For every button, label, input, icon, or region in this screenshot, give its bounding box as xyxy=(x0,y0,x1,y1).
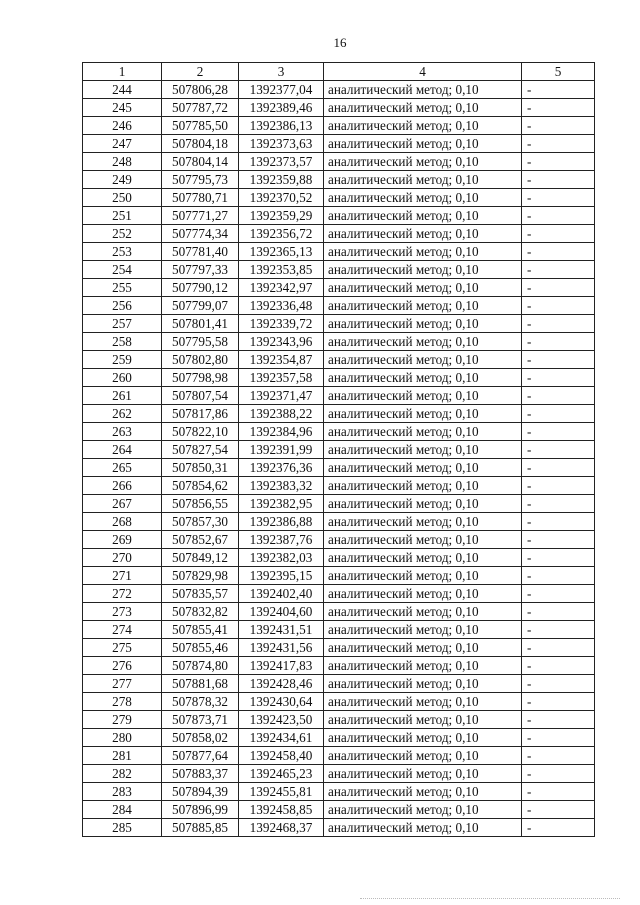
table-row xyxy=(83,81,595,99)
table-row xyxy=(83,639,595,657)
cell-point-number: 276 xyxy=(83,657,162,675)
cell-point-number: 262 xyxy=(83,405,162,423)
table-row xyxy=(83,549,595,567)
cell-note: - xyxy=(522,495,595,513)
cell-x-coordinate: 507856,55 xyxy=(162,495,239,513)
cell-x-coordinate: 507771,27 xyxy=(162,207,239,225)
cell-note: - xyxy=(522,225,595,243)
cell-note: - xyxy=(522,441,595,459)
cell-y-coordinate: 1392423,50 xyxy=(239,711,324,729)
table-row xyxy=(83,369,595,387)
cell-point-number: 254 xyxy=(83,261,162,279)
cell-method-accuracy: аналитический метод; 0,10 xyxy=(324,693,522,711)
scan-artifact xyxy=(360,898,620,901)
cell-point-number: 264 xyxy=(83,441,162,459)
cell-point-number: 266 xyxy=(83,477,162,495)
cell-y-coordinate: 1392354,87 xyxy=(239,351,324,369)
cell-x-coordinate: 507849,12 xyxy=(162,549,239,567)
cell-note: - xyxy=(522,621,595,639)
cell-y-coordinate: 1392386,13 xyxy=(239,117,324,135)
cell-y-coordinate: 1392382,03 xyxy=(239,549,324,567)
cell-point-number: 253 xyxy=(83,243,162,261)
cell-method-accuracy: аналитический метод; 0,10 xyxy=(324,369,522,387)
cell-y-coordinate: 1392357,58 xyxy=(239,369,324,387)
cell-x-coordinate: 507832,82 xyxy=(162,603,239,621)
cell-method-accuracy: аналитический метод; 0,10 xyxy=(324,549,522,567)
cell-y-coordinate: 1392428,46 xyxy=(239,675,324,693)
table-row xyxy=(83,297,595,315)
table-row xyxy=(83,441,595,459)
cell-point-number: 263 xyxy=(83,423,162,441)
table-row xyxy=(83,243,595,261)
table-row xyxy=(83,117,595,135)
table-header xyxy=(83,63,595,81)
cell-y-coordinate: 1392376,36 xyxy=(239,459,324,477)
cell-x-coordinate: 507873,71 xyxy=(162,711,239,729)
cell-point-number: 259 xyxy=(83,351,162,369)
cell-note: - xyxy=(522,423,595,441)
table-row xyxy=(83,495,595,513)
table-row xyxy=(83,261,595,279)
cell-note: - xyxy=(522,99,595,117)
cell-point-number: 251 xyxy=(83,207,162,225)
cell-note: - xyxy=(522,819,595,837)
cell-point-number: 252 xyxy=(83,225,162,243)
cell-method-accuracy: аналитический метод; 0,10 xyxy=(324,783,522,801)
cell-x-coordinate: 507829,98 xyxy=(162,567,239,585)
cell-y-coordinate: 1392365,13 xyxy=(239,243,324,261)
column-header-2: 2 xyxy=(162,63,239,81)
cell-point-number: 256 xyxy=(83,297,162,315)
cell-note: - xyxy=(522,387,595,405)
cell-note: - xyxy=(522,747,595,765)
cell-method-accuracy: аналитический метод; 0,10 xyxy=(324,225,522,243)
cell-method-accuracy: аналитический метод; 0,10 xyxy=(324,297,522,315)
cell-y-coordinate: 1392465,23 xyxy=(239,765,324,783)
cell-note: - xyxy=(522,117,595,135)
cell-method-accuracy: аналитический метод; 0,10 xyxy=(324,261,522,279)
cell-point-number: 280 xyxy=(83,729,162,747)
cell-point-number: 255 xyxy=(83,279,162,297)
cell-method-accuracy: аналитический метод; 0,10 xyxy=(324,621,522,639)
cell-x-coordinate: 507883,37 xyxy=(162,765,239,783)
cell-x-coordinate: 507855,41 xyxy=(162,621,239,639)
cell-note: - xyxy=(522,531,595,549)
cell-x-coordinate: 507801,41 xyxy=(162,315,239,333)
cell-point-number: 267 xyxy=(83,495,162,513)
cell-point-number: 268 xyxy=(83,513,162,531)
cell-method-accuracy: аналитический метод; 0,10 xyxy=(324,441,522,459)
cell-method-accuracy: аналитический метод; 0,10 xyxy=(324,405,522,423)
coordinates-table xyxy=(82,62,595,837)
cell-x-coordinate: 507806,28 xyxy=(162,81,239,99)
cell-y-coordinate: 1392343,96 xyxy=(239,333,324,351)
cell-note: - xyxy=(522,207,595,225)
cell-method-accuracy: аналитический метод; 0,10 xyxy=(324,477,522,495)
table-row xyxy=(83,351,595,369)
cell-x-coordinate: 507790,12 xyxy=(162,279,239,297)
cell-point-number: 272 xyxy=(83,585,162,603)
table-row xyxy=(83,333,595,351)
cell-x-coordinate: 507835,57 xyxy=(162,585,239,603)
cell-method-accuracy: аналитический метод; 0,10 xyxy=(324,675,522,693)
cell-y-coordinate: 1392383,32 xyxy=(239,477,324,495)
cell-point-number: 250 xyxy=(83,189,162,207)
cell-point-number: 247 xyxy=(83,135,162,153)
cell-method-accuracy: аналитический метод; 0,10 xyxy=(324,531,522,549)
table-row xyxy=(83,765,595,783)
cell-note: - xyxy=(522,765,595,783)
cell-point-number: 284 xyxy=(83,801,162,819)
cell-x-coordinate: 507798,98 xyxy=(162,369,239,387)
cell-y-coordinate: 1392388,22 xyxy=(239,405,324,423)
cell-y-coordinate: 1392391,99 xyxy=(239,441,324,459)
cell-y-coordinate: 1392404,60 xyxy=(239,603,324,621)
cell-note: - xyxy=(522,729,595,747)
cell-method-accuracy: аналитический метод; 0,10 xyxy=(324,315,522,333)
cell-method-accuracy: аналитический метод; 0,10 xyxy=(324,459,522,477)
cell-x-coordinate: 507878,32 xyxy=(162,693,239,711)
cell-x-coordinate: 507874,80 xyxy=(162,657,239,675)
cell-point-number: 260 xyxy=(83,369,162,387)
cell-method-accuracy: аналитический метод; 0,10 xyxy=(324,585,522,603)
table-row xyxy=(83,567,595,585)
cell-method-accuracy: аналитический метод; 0,10 xyxy=(324,747,522,765)
cell-y-coordinate: 1392377,04 xyxy=(239,81,324,99)
cell-note: - xyxy=(522,297,595,315)
cell-note: - xyxy=(522,171,595,189)
cell-point-number: 283 xyxy=(83,783,162,801)
table-row xyxy=(83,207,595,225)
cell-x-coordinate: 507807,54 xyxy=(162,387,239,405)
cell-point-number: 246 xyxy=(83,117,162,135)
table-row xyxy=(83,675,595,693)
cell-note: - xyxy=(522,657,595,675)
cell-point-number: 258 xyxy=(83,333,162,351)
cell-y-coordinate: 1392359,88 xyxy=(239,171,324,189)
cell-note: - xyxy=(522,333,595,351)
table-row xyxy=(83,225,595,243)
table-row xyxy=(83,513,595,531)
cell-method-accuracy: аналитический метод; 0,10 xyxy=(324,819,522,837)
cell-y-coordinate: 1392458,85 xyxy=(239,801,324,819)
cell-x-coordinate: 507795,73 xyxy=(162,171,239,189)
cell-y-coordinate: 1392373,63 xyxy=(239,135,324,153)
cell-point-number: 257 xyxy=(83,315,162,333)
header-row xyxy=(83,63,595,81)
cell-x-coordinate: 507781,40 xyxy=(162,243,239,261)
cell-method-accuracy: аналитический метод; 0,10 xyxy=(324,81,522,99)
cell-point-number: 248 xyxy=(83,153,162,171)
table-row xyxy=(83,693,595,711)
column-header-4: 4 xyxy=(324,63,522,81)
cell-point-number: 271 xyxy=(83,567,162,585)
cell-note: - xyxy=(522,135,595,153)
cell-point-number: 277 xyxy=(83,675,162,693)
cell-x-coordinate: 507877,64 xyxy=(162,747,239,765)
cell-note: - xyxy=(522,675,595,693)
cell-method-accuracy: аналитический метод; 0,10 xyxy=(324,279,522,297)
cell-method-accuracy: аналитический метод; 0,10 xyxy=(324,207,522,225)
cell-point-number: 285 xyxy=(83,819,162,837)
cell-x-coordinate: 507799,07 xyxy=(162,297,239,315)
cell-method-accuracy: аналитический метод; 0,10 xyxy=(324,513,522,531)
cell-x-coordinate: 507894,39 xyxy=(162,783,239,801)
cell-point-number: 273 xyxy=(83,603,162,621)
table-row xyxy=(83,603,595,621)
cell-x-coordinate: 507797,33 xyxy=(162,261,239,279)
cell-y-coordinate: 1392455,81 xyxy=(239,783,324,801)
table-row xyxy=(83,477,595,495)
column-header-5: 5 xyxy=(522,63,595,81)
cell-y-coordinate: 1392342,97 xyxy=(239,279,324,297)
cell-x-coordinate: 507802,80 xyxy=(162,351,239,369)
cell-method-accuracy: аналитический метод; 0,10 xyxy=(324,567,522,585)
cell-note: - xyxy=(522,459,595,477)
cell-y-coordinate: 1392387,76 xyxy=(239,531,324,549)
table-row xyxy=(83,657,595,675)
table-row xyxy=(83,279,595,297)
cell-point-number: 265 xyxy=(83,459,162,477)
cell-method-accuracy: аналитический метод; 0,10 xyxy=(324,765,522,783)
cell-x-coordinate: 507822,10 xyxy=(162,423,239,441)
cell-method-accuracy: аналитический метод; 0,10 xyxy=(324,711,522,729)
table-row xyxy=(83,621,595,639)
cell-y-coordinate: 1392431,56 xyxy=(239,639,324,657)
cell-point-number: 245 xyxy=(83,99,162,117)
cell-method-accuracy: аналитический метод; 0,10 xyxy=(324,657,522,675)
cell-y-coordinate: 1392386,88 xyxy=(239,513,324,531)
cell-note: - xyxy=(522,567,595,585)
cell-x-coordinate: 507854,62 xyxy=(162,477,239,495)
cell-x-coordinate: 507896,99 xyxy=(162,801,239,819)
cell-note: - xyxy=(522,801,595,819)
cell-method-accuracy: аналитический метод; 0,10 xyxy=(324,423,522,441)
table-row xyxy=(83,711,595,729)
cell-note: - xyxy=(522,261,595,279)
cell-method-accuracy: аналитический метод; 0,10 xyxy=(324,603,522,621)
cell-point-number: 279 xyxy=(83,711,162,729)
cell-y-coordinate: 1392339,72 xyxy=(239,315,324,333)
table-row xyxy=(83,405,595,423)
cell-method-accuracy: аналитический метод; 0,10 xyxy=(324,135,522,153)
cell-point-number: 274 xyxy=(83,621,162,639)
cell-note: - xyxy=(522,693,595,711)
cell-point-number: 278 xyxy=(83,693,162,711)
cell-note: - xyxy=(522,243,595,261)
cell-y-coordinate: 1392356,72 xyxy=(239,225,324,243)
cell-note: - xyxy=(522,603,595,621)
cell-y-coordinate: 1392371,47 xyxy=(239,387,324,405)
cell-point-number: 261 xyxy=(83,387,162,405)
table-row xyxy=(83,423,595,441)
cell-note: - xyxy=(522,549,595,567)
cell-note: - xyxy=(522,81,595,99)
table-row xyxy=(83,171,595,189)
table-row xyxy=(83,387,595,405)
table-row xyxy=(83,747,595,765)
cell-y-coordinate: 1392395,15 xyxy=(239,567,324,585)
cell-y-coordinate: 1392336,48 xyxy=(239,297,324,315)
table-row xyxy=(83,819,595,837)
cell-y-coordinate: 1392373,57 xyxy=(239,153,324,171)
cell-method-accuracy: аналитический метод; 0,10 xyxy=(324,801,522,819)
cell-y-coordinate: 1392370,52 xyxy=(239,189,324,207)
cell-method-accuracy: аналитический метод; 0,10 xyxy=(324,117,522,135)
cell-y-coordinate: 1392382,95 xyxy=(239,495,324,513)
table-row xyxy=(83,99,595,117)
cell-x-coordinate: 507885,85 xyxy=(162,819,239,837)
cell-x-coordinate: 507855,46 xyxy=(162,639,239,657)
table-body xyxy=(83,81,595,837)
cell-note: - xyxy=(522,279,595,297)
cell-point-number: 282 xyxy=(83,765,162,783)
cell-y-coordinate: 1392353,85 xyxy=(239,261,324,279)
table-row xyxy=(83,189,595,207)
cell-x-coordinate: 507858,02 xyxy=(162,729,239,747)
cell-point-number: 269 xyxy=(83,531,162,549)
cell-y-coordinate: 1392384,96 xyxy=(239,423,324,441)
cell-note: - xyxy=(522,585,595,603)
cell-note: - xyxy=(522,783,595,801)
cell-y-coordinate: 1392417,83 xyxy=(239,657,324,675)
cell-x-coordinate: 507787,72 xyxy=(162,99,239,117)
cell-note: - xyxy=(522,711,595,729)
cell-method-accuracy: аналитический метод; 0,10 xyxy=(324,333,522,351)
cell-method-accuracy: аналитический метод; 0,10 xyxy=(324,99,522,117)
cell-point-number: 281 xyxy=(83,747,162,765)
cell-y-coordinate: 1392359,29 xyxy=(239,207,324,225)
cell-method-accuracy: аналитический метод; 0,10 xyxy=(324,639,522,657)
table-row xyxy=(83,801,595,819)
table-row xyxy=(83,135,595,153)
cell-y-coordinate: 1392468,37 xyxy=(239,819,324,837)
cell-y-coordinate: 1392430,64 xyxy=(239,693,324,711)
page-number: 16 xyxy=(333,35,347,50)
cell-point-number: 275 xyxy=(83,639,162,657)
cell-y-coordinate: 1392402,40 xyxy=(239,585,324,603)
cell-x-coordinate: 507827,54 xyxy=(162,441,239,459)
table-row xyxy=(83,315,595,333)
table-row xyxy=(83,153,595,171)
cell-method-accuracy: аналитический метод; 0,10 xyxy=(324,153,522,171)
cell-y-coordinate: 1392389,46 xyxy=(239,99,324,117)
cell-x-coordinate: 507817,86 xyxy=(162,405,239,423)
table-row xyxy=(83,783,595,801)
cell-point-number: 249 xyxy=(83,171,162,189)
cell-note: - xyxy=(522,513,595,531)
column-header-1: 1 xyxy=(83,63,162,81)
cell-x-coordinate: 507852,67 xyxy=(162,531,239,549)
cell-x-coordinate: 507857,30 xyxy=(162,513,239,531)
table-row xyxy=(83,729,595,747)
cell-note: - xyxy=(522,351,595,369)
cell-note: - xyxy=(522,639,595,657)
cell-x-coordinate: 507881,68 xyxy=(162,675,239,693)
cell-y-coordinate: 1392434,61 xyxy=(239,729,324,747)
cell-x-coordinate: 507774,34 xyxy=(162,225,239,243)
cell-method-accuracy: аналитический метод; 0,10 xyxy=(324,243,522,261)
cell-x-coordinate: 507850,31 xyxy=(162,459,239,477)
cell-x-coordinate: 507804,18 xyxy=(162,135,239,153)
cell-note: - xyxy=(522,405,595,423)
cell-note: - xyxy=(522,315,595,333)
cell-method-accuracy: аналитический метод; 0,10 xyxy=(324,171,522,189)
cell-point-number: 270 xyxy=(83,549,162,567)
column-header-3: 3 xyxy=(239,63,324,81)
cell-x-coordinate: 507780,71 xyxy=(162,189,239,207)
cell-y-coordinate: 1392458,40 xyxy=(239,747,324,765)
cell-note: - xyxy=(522,369,595,387)
cell-y-coordinate: 1392431,51 xyxy=(239,621,324,639)
cell-note: - xyxy=(522,477,595,495)
cell-method-accuracy: аналитический метод; 0,10 xyxy=(324,495,522,513)
cell-x-coordinate: 507804,14 xyxy=(162,153,239,171)
cell-method-accuracy: аналитический метод; 0,10 xyxy=(324,387,522,405)
cell-method-accuracy: аналитический метод; 0,10 xyxy=(324,351,522,369)
table-row xyxy=(83,459,595,477)
table-row xyxy=(83,585,595,603)
table-row xyxy=(83,531,595,549)
cell-method-accuracy: аналитический метод; 0,10 xyxy=(324,189,522,207)
cell-note: - xyxy=(522,153,595,171)
cell-method-accuracy: аналитический метод; 0,10 xyxy=(324,729,522,747)
cell-x-coordinate: 507795,58 xyxy=(162,333,239,351)
cell-point-number: 244 xyxy=(83,81,162,99)
cell-note: - xyxy=(522,189,595,207)
cell-x-coordinate: 507785,50 xyxy=(162,117,239,135)
